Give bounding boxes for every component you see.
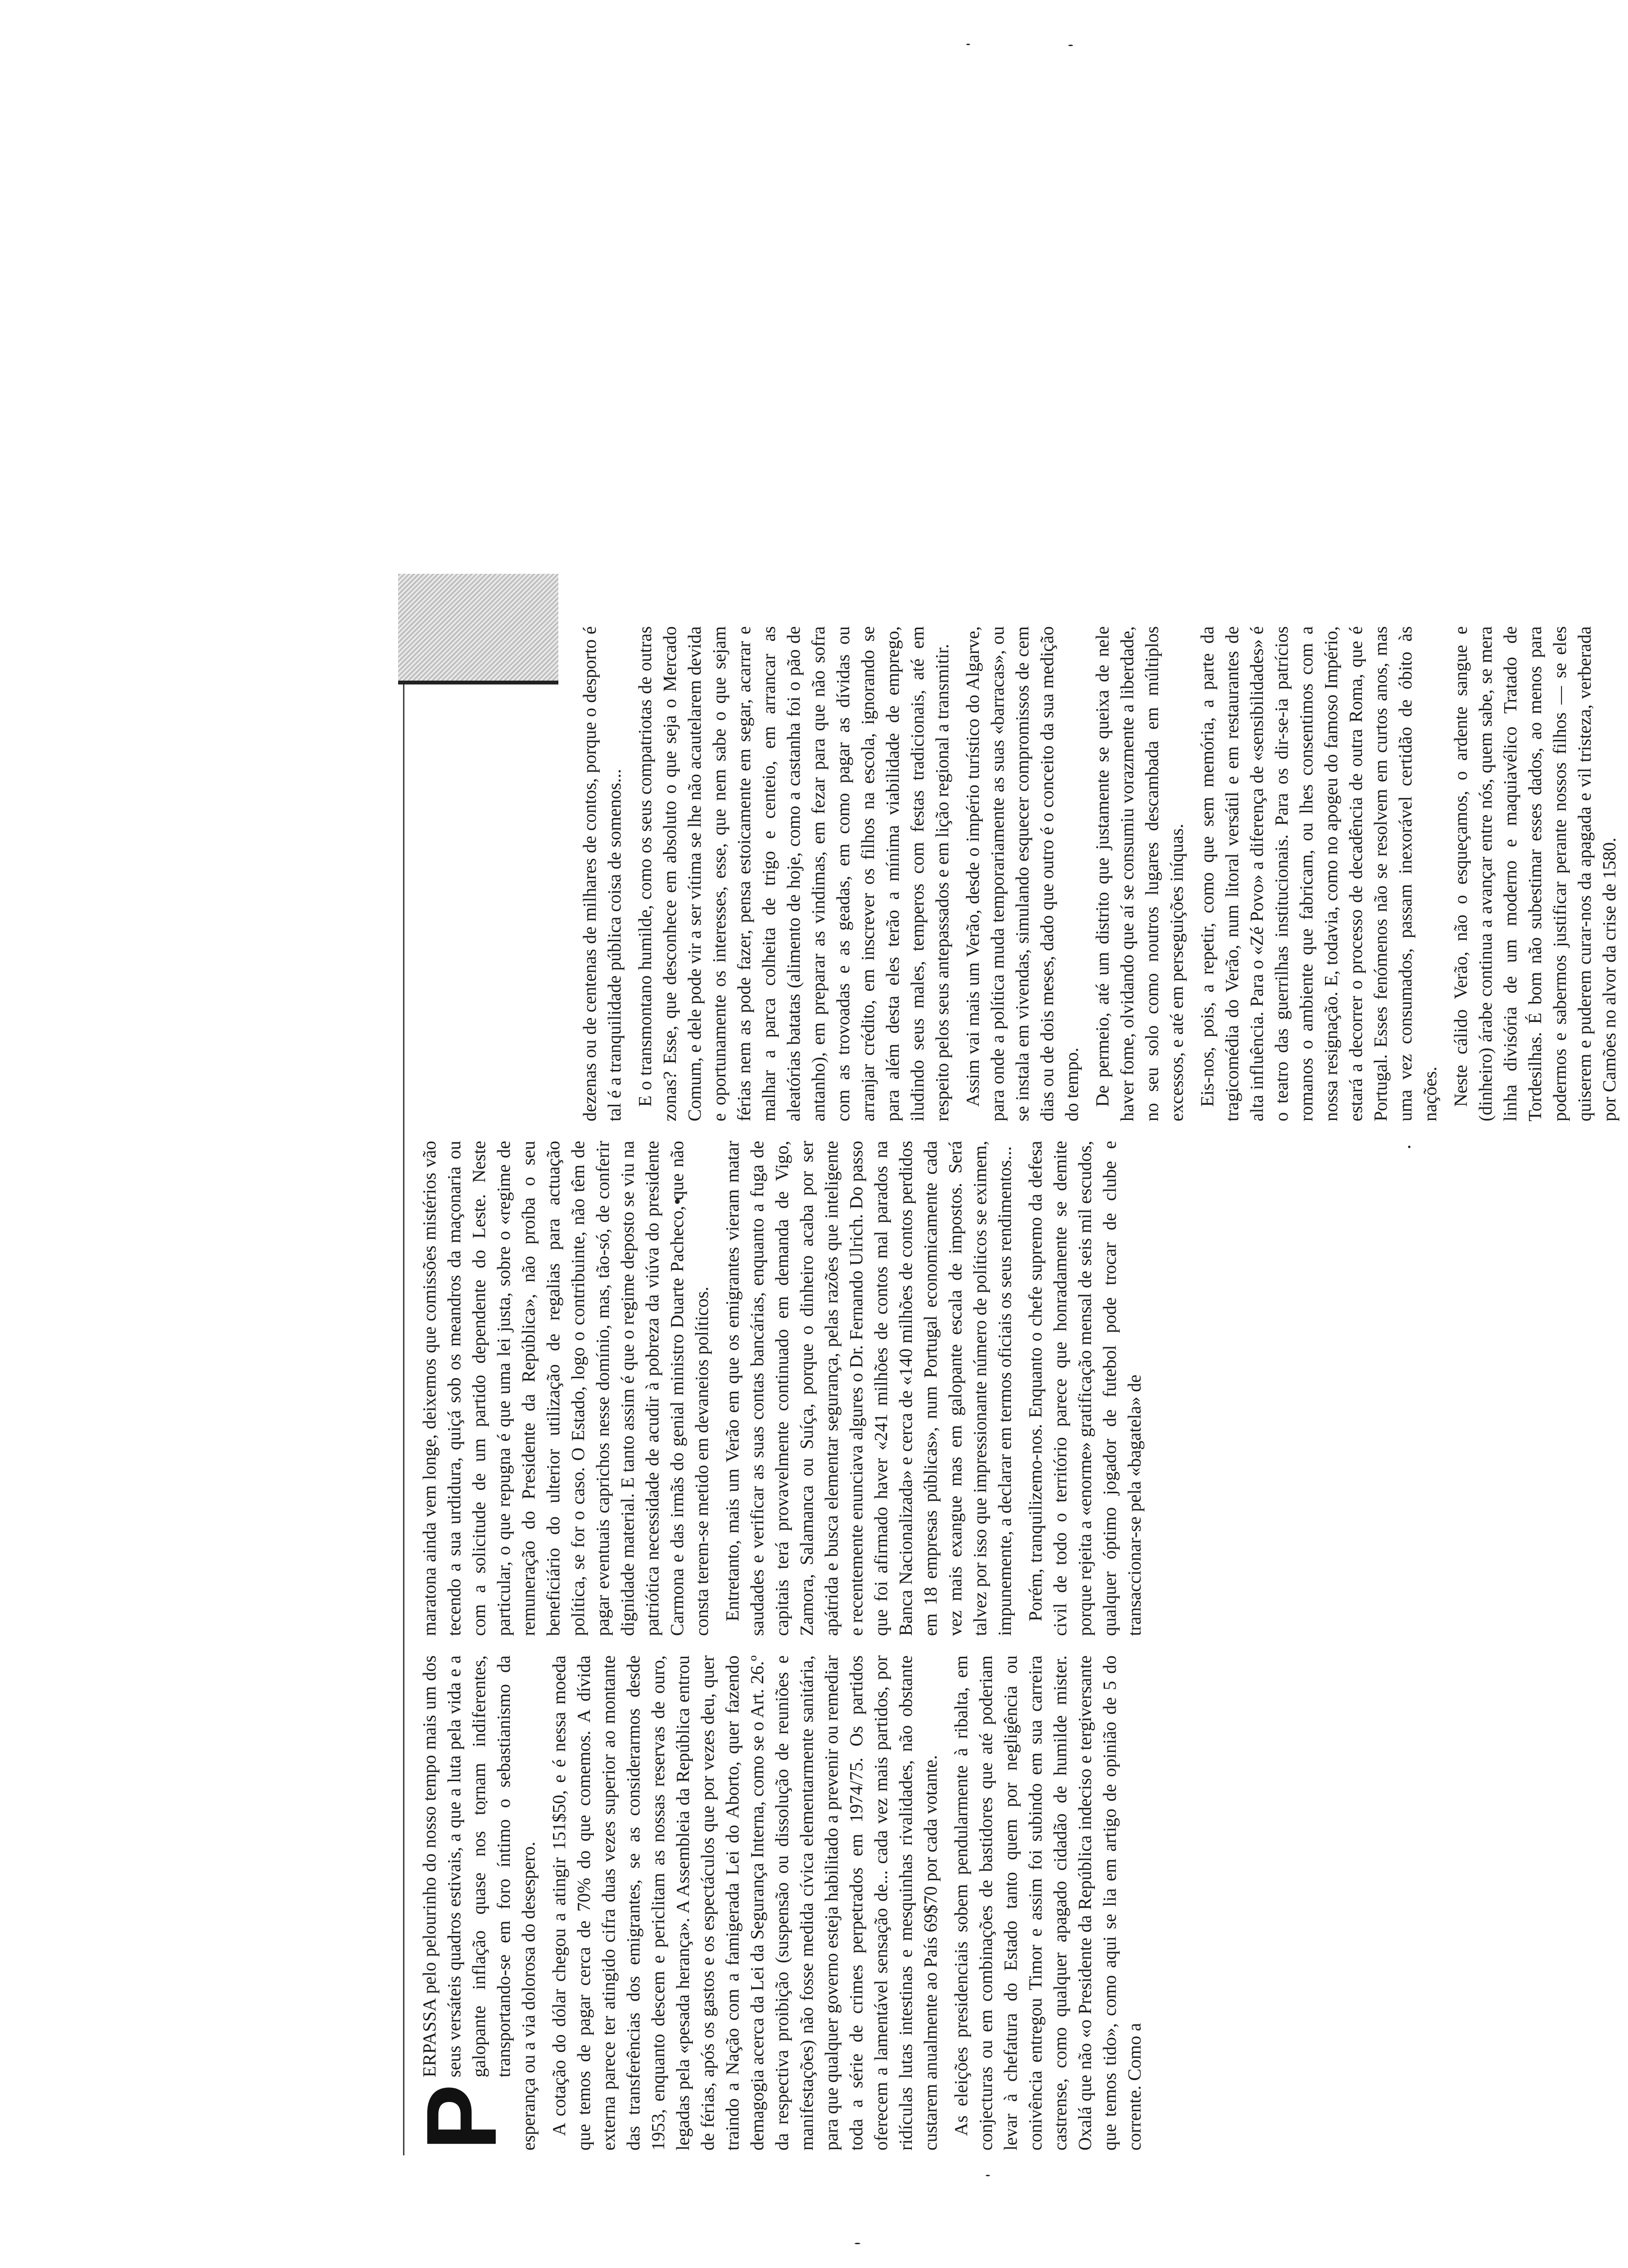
paragraph [406,1655,541,2151]
paragraph: As eleições presidenciais sobem pendularmente à ribalta, em conjecturas ou em combinações de bastidores que até poderiam levar à chefatura do Estado tanto quem por negligência ou conivência entregou Timor e assim foi subindo em sua carreira castrense, como qualquer apagado cidadão de humilde mister. Oxalá que não «o Presidente da República indeciso e tergiversante que temos tido», como aqui se lia em artigo de opinião de 5 do corrente. Como a [951,1655,1145,2151]
paragraph: De permeio, até um distrito que justamente se queixa de nele haver fome, olvidando que aí se consumiu vorazmente a liberdade, no seu solo como noutros lugares descambada em múltiplos excessos, e até em perseguições iníquas. [1092,626,1187,1121]
noise-speck [986,2175,990,2176]
noise-speck [1068,45,1073,46]
paragraph: Entretanto, mais um Verão em que os emigrantes vieram matar saudades e verificar as suas contas bancárias, enquanto a fuga de capitais terá provavelmente continuado em demanda de Vigo, Zamora, Salamanca ou Suíça, porque o dinheiro acaba por ser apátrida e busca elementar segurança, pelas razões que inteligente e recentemente enunciava algures o Dr. Fernando Ulrich. Do passo que foi afirmado haver «241 milhões de contos mal parados na Banca Nacionalizada» e cerca de «140 milhões de contos perdidos em 18 empresas públicas», num Portugal economicamente cada vez mais exangue mas em galopante escala de impostos. Será talvez por isso que impressionante número de políticos se eximem, impunemente, a declarar em termos oficiais os seus rendimentos... [722,1141,1015,1636]
article-column-2 [418,1141,1153,1636]
noise-speck [855,2243,860,2244]
drop-cap: P [406,2084,517,2151]
paragraph: Assim vai mais um Verão, desde o império turístico do Algarve, para onde a política muda temporariamente as suas «barracas», ou se instala em vivendas, simulando esquecer compromissos de cem dias ou de dois meses, dado que outro é o conceito da sua medição do tempo. [963,626,1082,1121]
paragraph: A cotação do dólar chegou a atingir 151$50, e é nessa moeda que temos de pagar cerca de 70% do que comemos. A dívida externa parece ter atingido cifra duas vezes superior ao montante das transferências dos emigrantes, se as considerarmos desde 1953, enquanto descem e periclitam as nossas reservas de ouro, legadas pela «pesada herança». A Assembleia da República entrou de férias, após os gastos e os espectáculos que por vezes deu, quer traindo a Nação com a famigerada Lei do Aborto, quer fazendo demagogia acerca da Lei da Segurança Interna, como se o Art. 26.º da respectiva proibição (suspensão ou dissolução de reuniões e manifestações) não fosse medida cívica elementarmente sanitária, para que qualquer governo esteja habilitado a prevenir ou remediar toda a série de crimes perpetrados em 1974/75. Os partidos oferecem a lamentável sensação de... cada vez mais partidos, por ridículas lutas intestinas e mesquinhas rivalidades, não obstante custarem anualmente ao País 69$70 por cada votante. [549,1655,941,2151]
top-rule [403,650,404,2155]
article-column-1 [406,1655,1153,2151]
paragraph-text: ERPASSA pelo pelourinho do nosso tempo mais um dos seus versáteis quadros estivais, a que a luta pela vida e a galopante inflação quase nos tornam indiferentes, transportando-se em foro íntimo o sebastianismo da esperança ou a via dolorosa do desespero. [420,1655,539,2151]
paragraph: maratona ainda vem longe, deixemos que comissões mistérios vão tecendo a sua urdidura, quiçá sob os meandros da maçonaria ou com a solicitude de um partido dependente do Leste. Neste particular, o que repugna é que uma lei justa, sobre o «regime de remuneração do Presidente da República», não proíba o seu beneficiário do ulterior utilização de regalias para actuação política, se for o caso. O Estado, logo o contribuinte, não têm de pagar eventuais caprichos nesse domínio, mas, tão-só, de conferir dignidade material. E tanto assim é que o regime deposto se viu na patriótica necessidade de acudir à pobreza da viúva do presidente Carmona e das irmãs do genial ministro Duarte Pacheco, que não consta terem-se metido em devaneios políticos. [420,1141,712,1636]
newspaper-clipping [406,112,1620,2151]
noise-speck [966,44,970,45]
paragraph: Porém, tranquilizemo-nos. Enquanto o chefe supremo da defesa civil de todo o território parece que honradamente se demite porque rejeita a «enorme» gratificação mensal de seis mil escudos, qualquer óptimo jogador de futebol pode trocar de clube e transaccionar-se pela «bagatela» de [1025,1141,1145,1636]
article-column-3 [578,626,1628,1121]
paragraph: dezenas ou de centenas de milhares de contos, porque o desporto é tal é a tranquilidade pública coisa de somenos... [580,626,625,1121]
paragraph: E o transmontano humilde, como os seus compatriotas de outras zonas? Esse, que desconhece em absoluto o que seja o Mercado Comum, e dele pode vir a ser vítima se lhe não acautelarem devida e oportunamente os interesses, esse, que nem sabe o que sejam férias nem as pode fazer, pensa estoicamente em segar, acarrar e malhar a parca colheita de trigo e centeio, em arrancar as aleatórias batatas (alimento de hoje, como a castanha foi o pão de antanho), em preparar as vindimas, em fezar para que não sofra com as trovoadas e as geadas, em como pagar as dívidas ou arranjar crédito, em inscrever os filhos na escola, ignorando se para além desta eles terão a mínima viabilidade de emprego, iludindo seus males, temperos com festas tradicionais, até em respeito pelos seus antepassados e em lição regional a transmitir. [635,626,953,1121]
shaded-box [398,574,558,684]
paragraph: Neste cálido Verão, não o esqueçamos, o ardente sangue e (dinheiro) árabe continua a avançar entre nós, quem sabe, se mera linha divisória de um moderno e maquiavélico Tratado de Tordesilhas. É bom não subestimar esses dados, ao menos para podermos e sabermos justificar perante nossos filhos — se eles quiserem e puderem curar-nos da apagada e vil tristeza, verberada por Camões no alvor da crise de 1580. [1451,626,1620,1121]
paragraph: Eis-nos, pois, a repetir, como que sem memória, a parte da tragicomédia do Verão, num litoral versátil e em restaurantes de alta influência. Para o «Zé Povo» a diferença de «sensibilidades» é o teatro das guerrilhas institucionais. Para os dir-se-ia patrícios romanos o ambiente que fabricam, ou lhes consentimos com a nossa resignação. E, todavia, como no apogeu do famoso Império, estará a decorrer o processo de decadência de outra Roma, que é Portugal. Esses fenómenos não se resolvem em curtos anos, mas uma vez consumados, passam inexorável certidão de óbito às nações. [1197,626,1441,1121]
